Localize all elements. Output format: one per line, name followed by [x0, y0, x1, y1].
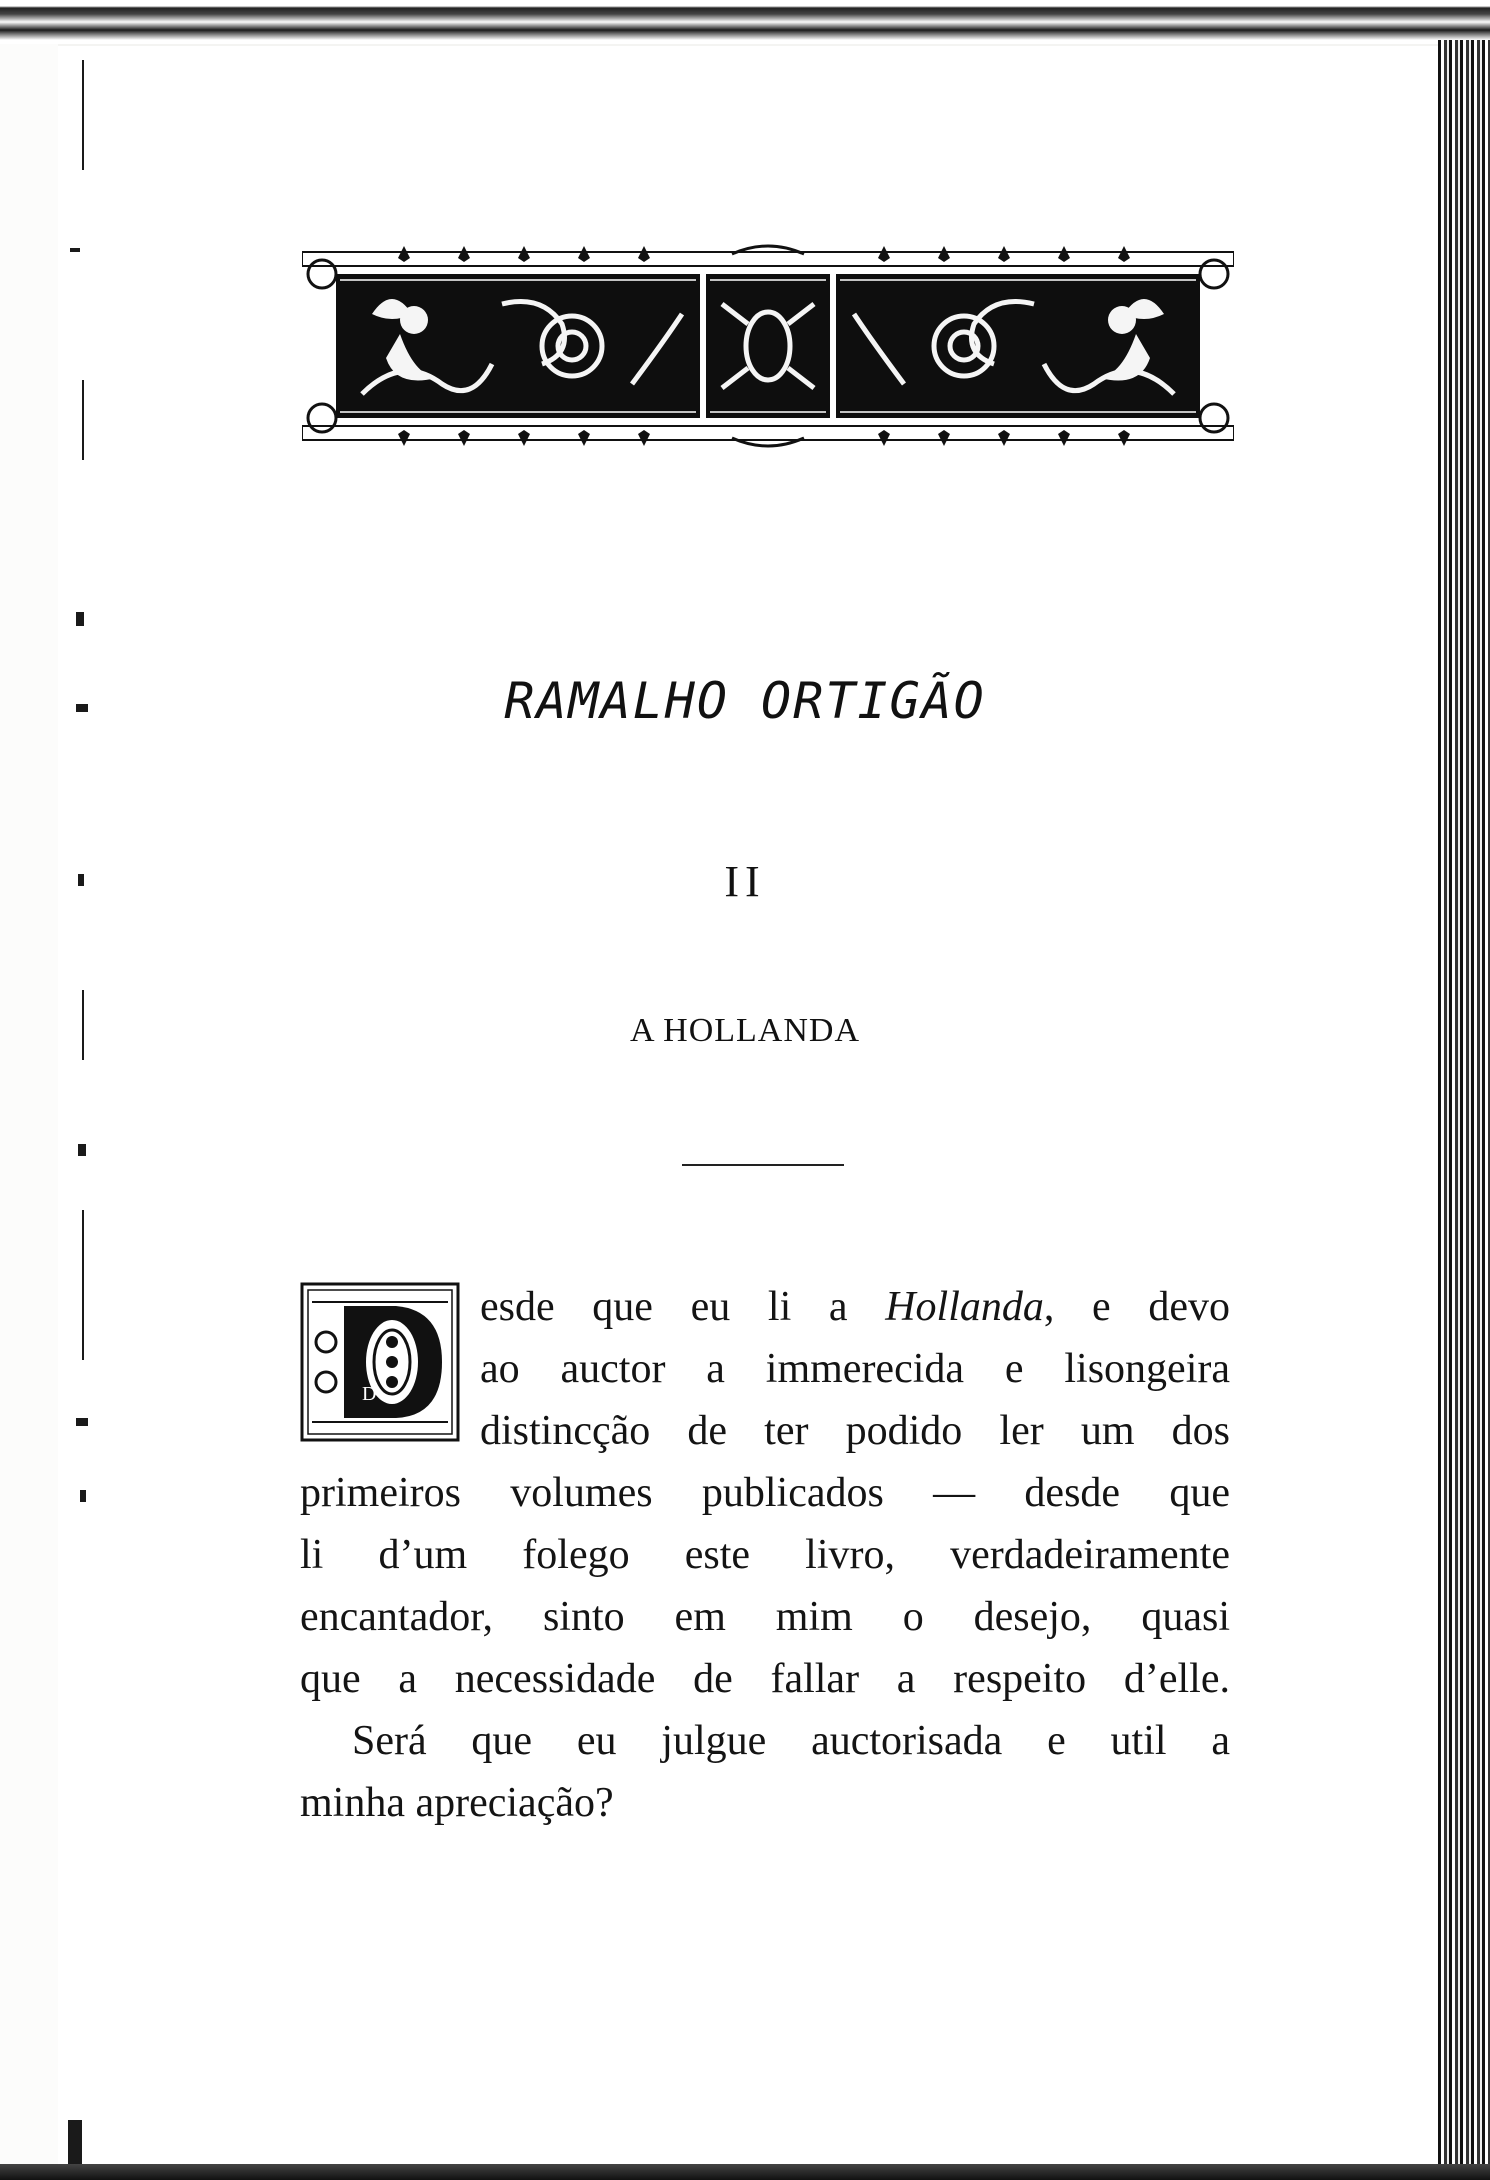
gutter-mark	[80, 1490, 86, 1502]
text-run: esde que eu li a	[480, 1284, 886, 1330]
headpiece-ornament-icon	[302, 244, 1234, 448]
gutter-mark	[82, 380, 84, 460]
gutter-mark	[82, 1210, 84, 1360]
paragraph-line: li d’um folego este livro, verdadeiramente	[300, 1532, 1230, 1578]
top-edge-shadow	[0, 0, 1490, 44]
headpiece-ornament	[302, 244, 1234, 448]
gutter-mark	[76, 612, 84, 626]
body-text	[300, 1276, 1230, 1834]
paragraph-line	[480, 1276, 1230, 1338]
gutter-mark	[70, 248, 80, 252]
chapter-title: RAMALHO ORTIGÃO	[504, 672, 986, 730]
dropcap-letter: D	[362, 1383, 377, 1405]
paragraph-line: primeiros volumes publicados — desde que	[300, 1470, 1230, 1516]
section-divider	[682, 1164, 844, 1166]
book-title-italic: Hollanda	[885, 1284, 1044, 1330]
paragraph-line: ao auctor a immerecida e lisongeira	[480, 1346, 1230, 1392]
paragraph-line: minha apreciação?	[300, 1780, 614, 1826]
paragraph-line: distincção de ter podido ler um dos	[480, 1408, 1230, 1454]
page-left-margin	[0, 40, 58, 2180]
gutter-mark	[78, 1144, 86, 1156]
gutter-mark	[76, 1418, 88, 1426]
gutter-mark	[68, 2120, 82, 2164]
section-title: A HOLLANDA	[629, 1012, 861, 1049]
bottom-edge-shadow	[0, 2164, 1490, 2180]
gutter-mark	[82, 60, 84, 170]
right-page-edges	[1438, 40, 1490, 2180]
paragraph-line: Será que eu julgue auctorisada e util a	[352, 1718, 1230, 1764]
chapter-number: II	[724, 857, 766, 906]
paragraph-line: que a necessidade de fallar a respeito d’elle.	[300, 1656, 1230, 1702]
paragraph-line: encantador, sinto em mim o desejo, quasi	[300, 1594, 1230, 1640]
text-run: , e devo	[1043, 1284, 1230, 1330]
